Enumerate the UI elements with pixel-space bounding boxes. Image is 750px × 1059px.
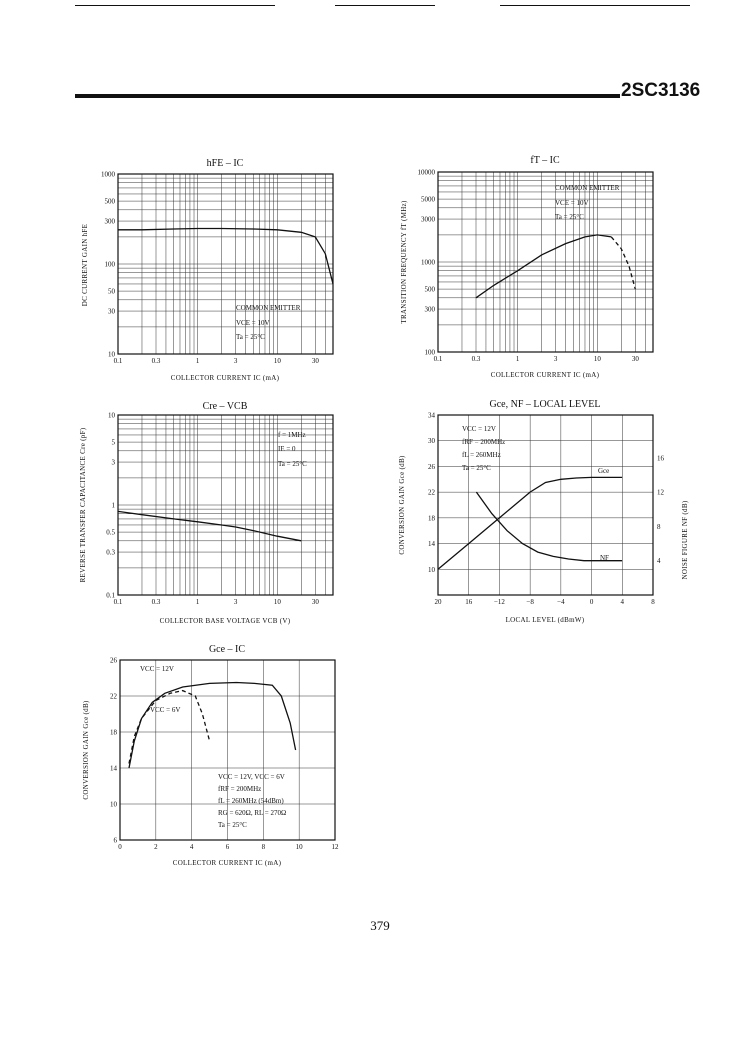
ft-y-tick-label: 100	[424, 348, 435, 357]
gce-local-chart-xlabel: LOCAL LEVEL (dBmW)	[505, 616, 585, 624]
cre-y-tick-label: 0.5	[106, 528, 115, 537]
gce_lo-x-tick-label: 8	[651, 598, 655, 606]
gce_lo-y-tick-label: 10	[428, 565, 435, 574]
cre-y-tick-label: 10	[108, 411, 115, 420]
gce_ic-series-line	[129, 683, 296, 769]
ft-chart-title: fT – IC	[530, 155, 560, 166]
cre-x-tick-label: 10	[273, 598, 281, 606]
vcc6-series-label: VCC = 6V	[150, 706, 181, 714]
ft-annotation-3: Ta = 25°C	[555, 213, 584, 221]
cre-y-tick-label: 3	[111, 458, 115, 467]
cre-chart-xlabel: COLLECTOR BASE VOLTAGE VCB (V)	[159, 617, 291, 625]
part-number: 2SC3136	[621, 80, 701, 101]
gce-ic-annotation-4: RG = 620Ω, RL = 270Ω	[218, 809, 287, 817]
gce_ic-x-tick-label: 10	[295, 843, 303, 851]
gce-ic-chart-xlabel: COLLECTOR CURRENT IC (mA)	[172, 859, 282, 867]
gce-local-annotation-3: fL = 260MHz	[462, 451, 501, 459]
ft-x-tick-label: 0.1	[433, 355, 443, 363]
gce_lo-y2-tick-label: 12	[657, 488, 664, 497]
gce-local-chart-ylabel-right: NOISE FIGURE NF (dB)	[681, 500, 689, 580]
vcc12-series-label: VCC = 12V	[140, 665, 174, 673]
cre-y-tick-label: 0.1	[106, 591, 115, 600]
gce-local-chart-ylabel: CONVERSION GAIN Gce (dB)	[398, 455, 406, 555]
cre-x-tick-label: 0.3	[151, 598, 161, 606]
cre-annotation-2: IE = 0	[278, 445, 296, 453]
ft-x-tick-label: 1	[515, 355, 520, 363]
ft-x-tick-label: 10	[593, 355, 601, 363]
gce_lo-y-tick-label: 30	[428, 437, 435, 446]
gce_ic-y-tick-label: 10	[110, 800, 117, 809]
ft-y-tick-label: 500	[424, 285, 435, 294]
gce_lo-y2-tick-label: 8	[657, 522, 661, 531]
ft-x-tick-label: 0.3	[471, 355, 481, 363]
cre-x-tick-label: 0.1	[113, 598, 123, 606]
cre-chart-title: Cre – VCB	[202, 401, 248, 412]
gce_lo-y-tick-label: 22	[428, 488, 435, 497]
gce-ic-annotation-2: fRF = 200MHz	[218, 785, 262, 793]
cre-annotation-3: Ta = 25°C	[278, 460, 307, 468]
hfe-y-tick-label: 10	[108, 350, 115, 359]
gce_lo-y-tick-label: 14	[428, 540, 435, 549]
gce_ic-x-tick-label: 6	[225, 843, 230, 851]
ft-y-tick-label: 3000	[421, 215, 435, 224]
ft-chart-xlabel: COLLECTOR CURRENT IC (mA)	[490, 371, 600, 379]
cre-y-tick-label: 1	[111, 501, 115, 510]
hfe-annotation-2: VCE = 10V	[236, 319, 270, 327]
gce_lo-x-tick-label: 0	[589, 598, 594, 606]
gce-ic-chart-title: Gce – IC	[208, 644, 246, 655]
gce_lo-y-tick-label: 26	[428, 462, 435, 471]
hfe-annotation-1: COMMON EMITTER	[236, 304, 301, 312]
gce_lo-x-tick-label: 20	[434, 598, 442, 606]
ft-x-tick-label: 30	[631, 355, 639, 363]
gce-ic-chart-ylabel: CONVERSION GAIN Gce (dB)	[82, 700, 90, 800]
hfe-y-tick-label: 1000	[101, 170, 115, 179]
ft-y-tick-label: 300	[424, 305, 435, 314]
hfe-chart-xlabel: COLLECTOR CURRENT IC (mA)	[170, 374, 280, 382]
gce-local-chart-title: Gce, NF – LOCAL LEVEL	[489, 399, 601, 410]
cre-x-tick-label: 3	[233, 598, 238, 606]
ft-x-tick-label: 3	[553, 355, 558, 363]
gce_lo-x-tick-label: −4	[557, 598, 565, 606]
gce-ic-annotation-3: fL = 260MHz (54dBm)	[218, 797, 284, 805]
cre-chart-ylabel: REVERSE TRANSFER CAPACITANCE Cre (pF)	[79, 427, 87, 583]
gce_ic-x-tick-label: 4	[189, 843, 194, 851]
ft-y-tick-label: 1000	[421, 258, 435, 267]
cre-annotation-1: f = 1MHz	[278, 431, 306, 439]
gce_ic-y-tick-label: 14	[110, 764, 117, 773]
hfe-y-tick-label: 50	[108, 287, 115, 296]
gce_lo-x-tick-label: −12	[493, 598, 505, 606]
hfe-x-tick-label: 1	[195, 357, 200, 365]
nf-series-label: NF	[600, 554, 609, 562]
gce_ic-y-tick-label: 18	[110, 728, 117, 737]
cre-y-tick-label: 0.3	[106, 548, 115, 557]
hfe-y-tick-label: 100	[104, 260, 115, 269]
ft-y-tick-label: 10000	[417, 168, 435, 177]
gce_lo-y-tick-label: 18	[428, 514, 435, 523]
hfe-x-tick-label: 0.1	[113, 357, 123, 365]
gce_ic-grid	[120, 660, 335, 840]
hfe-annotation-3: Ta = 25°C	[236, 333, 265, 341]
gce_lo-x-tick-label: 16	[465, 598, 473, 606]
ft-annotation-1: COMMON EMITTER	[555, 184, 620, 192]
cre-x-tick-label: 1	[195, 598, 200, 606]
gce_ic-series-line	[129, 691, 210, 764]
gce-local-annotation-2: fRF = 200MHz	[462, 438, 506, 446]
hfe-y-tick-label: 500	[104, 197, 115, 206]
gce_ic-x-tick-label: 8	[261, 843, 266, 851]
gce-local-annotation-1: VCC = 12V	[462, 425, 496, 433]
ft-annotation-2: VCE = 10V	[555, 199, 589, 207]
ft-y-tick-label: 5000	[421, 195, 435, 204]
hfe-chart-title: hFE – IC	[206, 158, 244, 169]
gce_lo-y-tick-label: 34	[428, 411, 435, 420]
gce-series-label: Gce	[598, 467, 610, 475]
gce-ic-annotation-1: VCC = 12V, VCC = 6V	[218, 773, 285, 781]
hfe-x-tick-label: 3	[233, 357, 238, 365]
gce_ic-x-tick-label: 0	[118, 843, 122, 851]
gce_lo-x-tick-label: −8	[526, 598, 534, 606]
hfe-x-tick-label: 10	[273, 357, 281, 365]
hfe-x-tick-label: 0.3	[151, 357, 161, 365]
gce_ic-y-tick-label: 6	[113, 836, 117, 845]
cre-y-tick-label: 5	[111, 438, 115, 447]
gce_ic-y-tick-label: 26	[110, 656, 117, 665]
cre-x-tick-label: 30	[311, 598, 319, 606]
hfe-x-tick-label: 30	[311, 357, 319, 365]
page-number: 379	[370, 918, 390, 933]
hfe-y-tick-label: 300	[104, 217, 115, 226]
gce-ic-annotation-5: Ta = 25°C	[218, 821, 247, 829]
gce_lo-y2-tick-label: 4	[657, 557, 661, 566]
hfe-y-tick-label: 30	[108, 307, 115, 316]
gce_lo-y2-tick-label: 16	[657, 454, 664, 463]
hfe-chart-ylabel: DC CURRENT GAIN hFE	[81, 223, 89, 307]
gce_ic-x-tick-label: 2	[154, 843, 158, 851]
ft-chart-ylabel: TRANSITION FREQUENCY fT (MHz)	[400, 200, 408, 324]
gce-local-annotation-4: Ta = 25°C	[462, 464, 491, 472]
gce_lo-x-tick-label: 4	[620, 598, 625, 606]
gce_ic-y-tick-label: 22	[110, 692, 117, 701]
gce_ic-x-tick-label: 12	[331, 843, 339, 851]
